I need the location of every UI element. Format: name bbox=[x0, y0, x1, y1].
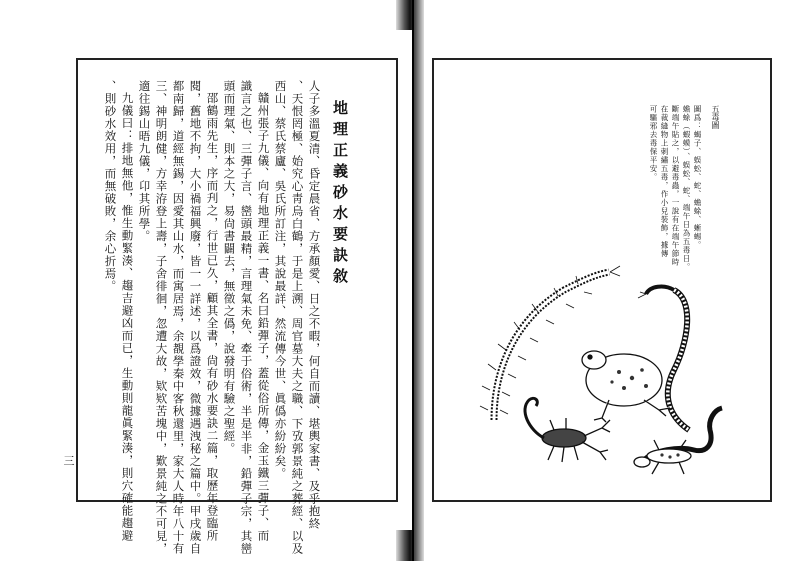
caption-column: 在裁縫物上刺繡五毒，作小兒裝飾，據傳 bbox=[660, 105, 669, 258]
caption-column: 圖爲：蝎子、蜈蚣、蛇、蟾蜍、蜥蜴。 bbox=[693, 105, 702, 250]
caption-column: 蟾蜍（蝦蟆）、蜈蚣、蛇、端午日為五毒日。 bbox=[682, 105, 691, 272]
gutter-line bbox=[412, 0, 414, 561]
page-number: 三 bbox=[62, 455, 75, 466]
page-title: 地理正義砂水要訣敘 bbox=[331, 100, 349, 289]
five-poisons-illustration bbox=[474, 260, 734, 490]
text-column: 識言之也、三彈子言、巒頭最精，言理氣未免、牽于俗術，半是半非，鉛彈子宗，其巒 bbox=[239, 80, 254, 555]
text-column: 邵鶴雨先生，序而刋之，行世已久，顧其全書，尙有砂水要訣二篇，取歷年登臨所 bbox=[205, 92, 220, 542]
text-column: 贛州張子九儀、向有地理正義一書、名曰鉛彈子，蓋從俗所傳，金玉鐵三彈子、而 bbox=[256, 92, 271, 542]
text-column: 頭而理氣、則本之大，易尙書闢去，無徵之僞，說發明有驗之聖經。 bbox=[222, 80, 237, 455]
text-column: 人子多溫夏清、昏定晨省、方承顏愛、日之不暇，何自而讀、堪輿家書、及乎抱終 bbox=[307, 80, 322, 530]
text-column: 閱，舊地不拘，大小禍福興廢，皆一一詳述，以爲證效，微據遇洩秘之篇中。甲戌歲自 bbox=[188, 80, 203, 555]
left-page bbox=[60, 30, 412, 555]
text-column: 三、神明朗健，方幸洊登上壽，子舍徘徊，忽遭大故，欵欵苦塊中，歎景純之不可見， bbox=[154, 80, 169, 555]
text-column: 、天恨罔極、始究心靑烏白鶴，于是上溯、周官墓大夫之職、下攷郭景純之葬經、以及 bbox=[290, 80, 305, 555]
caption-column: 可驅邪去毒保平安。 bbox=[649, 105, 658, 182]
caption-column: 斷端午貼之，以避毒蟲，一說有在端午節時 bbox=[671, 105, 680, 267]
right-page bbox=[424, 30, 776, 530]
toad-icon bbox=[582, 351, 670, 422]
text-column: 適往錫山晤九儀，卬其所學。 bbox=[137, 80, 152, 243]
text-column: 九儀曰：排地無他，惟生動緊湊、趨吉避凶而已，生動則龍眞緊湊，則穴確能趨避 bbox=[120, 92, 135, 542]
scorpion-icon bbox=[525, 398, 610, 462]
caption-title: 五毒圖 bbox=[711, 105, 720, 129]
text-column: 西山、蔡氏蔡廬、吳氏所訂注，其說最詳、然流傳今世、眞僞亦紛紛矣。 bbox=[273, 80, 288, 480]
text-column: 、則砂水效用，而無破敗，余心折焉。 bbox=[103, 80, 118, 293]
text-column: 都南歸，道經無錫，因愛其山水，而寓居焉，余覩學秦中客秋還里，家大人時年八十有 bbox=[171, 80, 186, 555]
